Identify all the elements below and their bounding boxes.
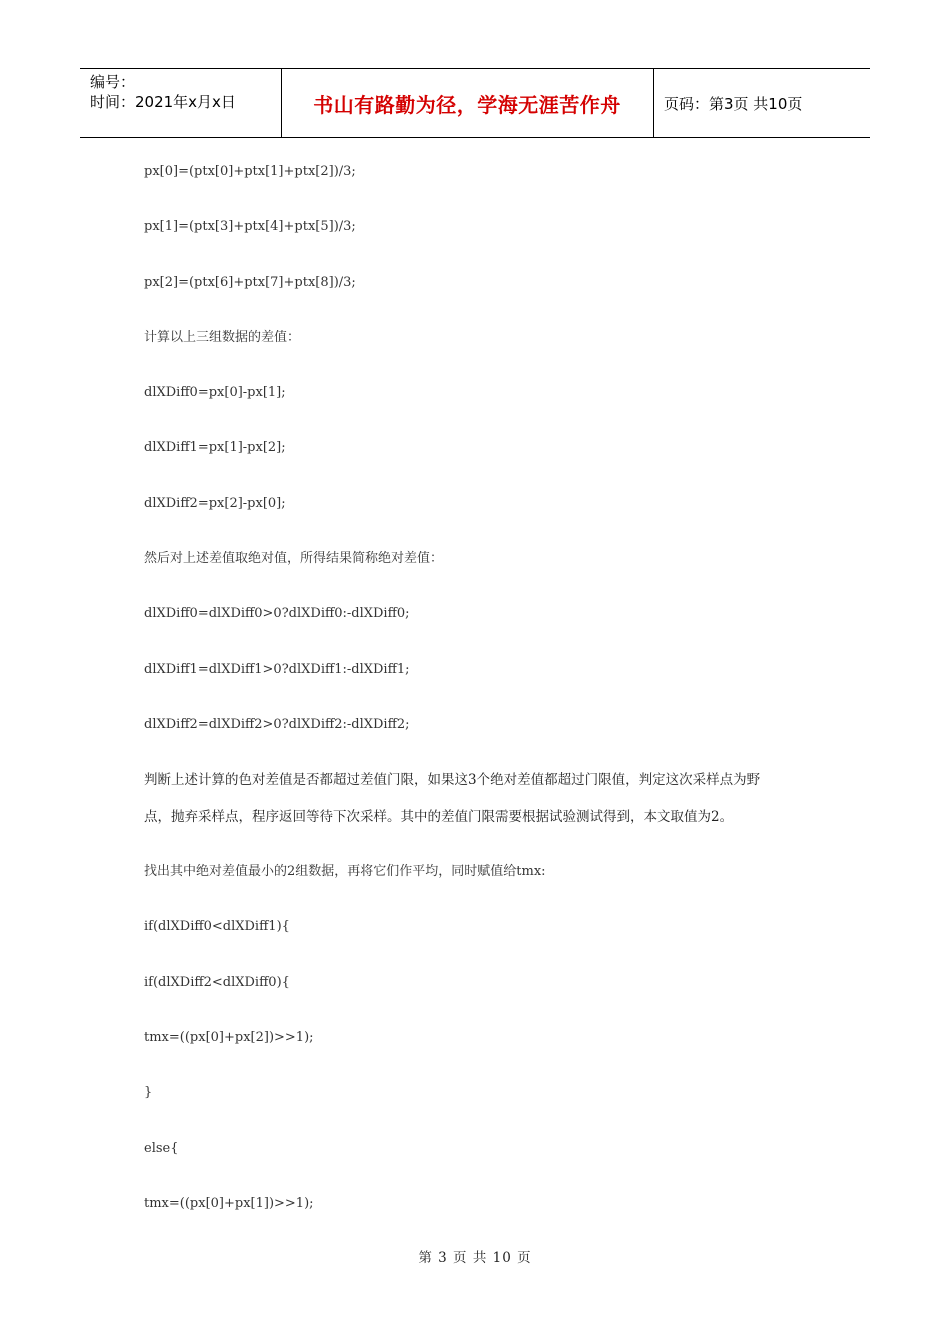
document-code-label: 编号： — [90, 73, 136, 91]
document-header — [80, 68, 870, 138]
header-left-cell — [80, 69, 282, 137]
header-page-info: 页码：第3页 共10页 — [664, 94, 803, 113]
header-motto: 书山有路勤为径，学海无涯苦作舟 — [313, 92, 621, 117]
code-line: else{ — [144, 1140, 179, 1156]
code-line: px[2]=(ptx[6]+ptx[7]+ptx[8])/3; — [144, 274, 356, 290]
code-line: dlXDiff0=dlXDiff0>0?dlXDiff0:-dlXDiff0; — [144, 606, 410, 622]
code-line: px[0]=(ptx[0]+ptx[1]+ptx[2])/3; — [144, 164, 356, 179]
document-time-label: 时间：2021年x月x日 — [90, 93, 236, 111]
code-line: dlXDiff2=px[2]-px[0]; — [144, 495, 286, 511]
text-line: 计算以上三组数据的差值： — [144, 329, 301, 345]
code-line: if(dlXDiff2<dlXDiff0){ — [144, 974, 290, 990]
code-line: dlXDiff1=px[1]-px[2]; — [144, 440, 286, 456]
footer-page-number: 第 3 页 共 10 页 — [418, 1250, 532, 1266]
header-motto-cell — [281, 69, 654, 137]
paragraph-line: 判断上述计算的色对差值是否都超过差值门限，如果这3个绝对差值都超过门限值，判定这次采样点为野 — [144, 772, 761, 789]
text-line: 找出其中绝对差值最小的2组数据，再将它们作平均，同时赋值给tmx: — [144, 864, 546, 880]
code-line: dlXDiff2=dlXDiff2>0?dlXDiff2:-dlXDiff2; — [144, 716, 410, 732]
code-line: px[1]=(ptx[3]+ptx[4]+ptx[5])/3; — [144, 219, 356, 235]
text-line: 然后对上述差值取绝对值，所得结果简称绝对差值： — [144, 551, 444, 567]
document-body — [144, 160, 824, 1247]
code-line: if(dlXDiff0<dlXDiff1){ — [144, 919, 290, 935]
page-footer — [0, 1246, 950, 1266]
code-line: } — [144, 1085, 153, 1101]
code-line: dlXDiff0=px[0]-px[1]; — [144, 385, 286, 401]
paragraph-line: 点，抛弃采样点，程序返回等待下次采样。其中的差值门限需要根据试验测试得到，本文取值为2。 — [144, 808, 734, 825]
code-line: tmx=((px[0]+px[1])>>1); — [144, 1195, 314, 1211]
header-page-cell — [654, 69, 870, 137]
code-line: tmx=((px[0]+px[2])>>1); — [144, 1029, 314, 1045]
body-paragraph — [144, 768, 814, 829]
code-line: dlXDiff1=dlXDiff1>0?dlXDiff1:-dlXDiff1; — [144, 661, 410, 677]
